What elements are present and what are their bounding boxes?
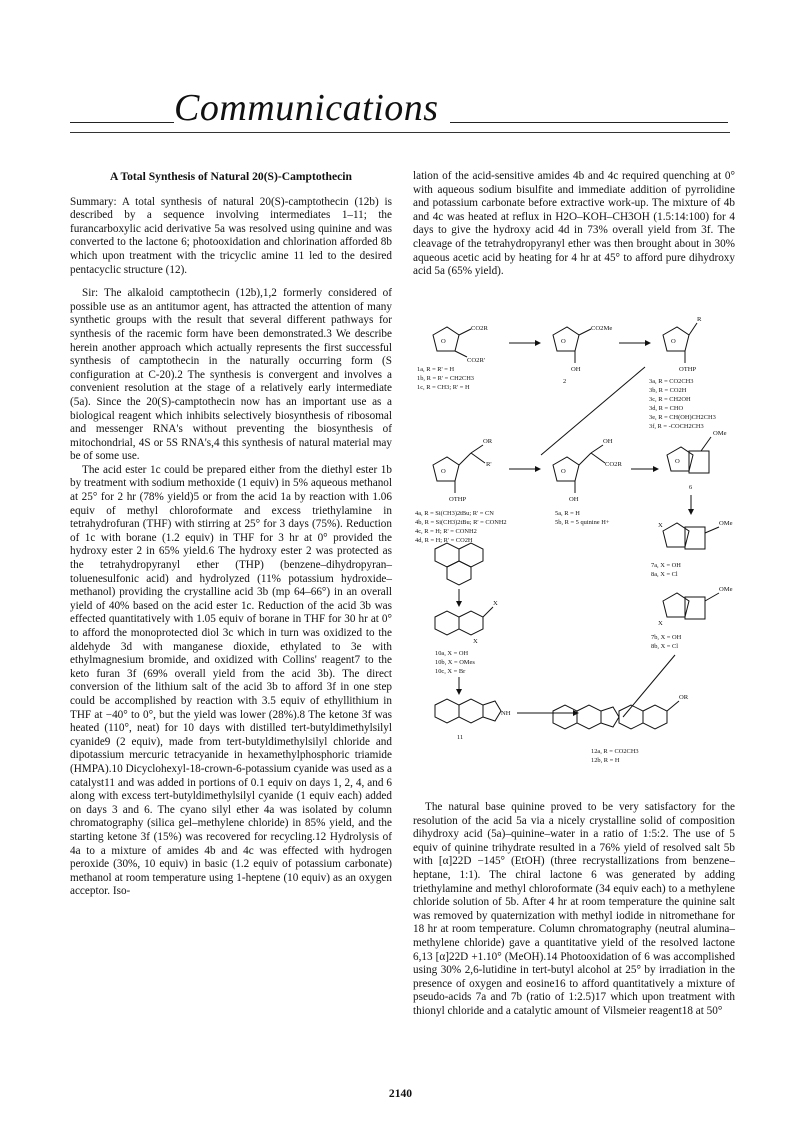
svg-text:8b, X = Cl: 8b, X = Cl bbox=[651, 643, 679, 650]
svg-text:11: 11 bbox=[457, 734, 464, 741]
svg-text:1b, R = R' = CH2CH3: 1b, R = R' = CH2CH3 bbox=[417, 375, 475, 382]
svg-text:4a, R = Si(CH3)2tBu; R' = CN: 4a, R = Si(CH3)2tBu; R' = CN bbox=[415, 510, 494, 517]
svg-text:OTHP: OTHP bbox=[449, 496, 467, 503]
arrow bbox=[541, 367, 645, 455]
svg-text:3a, R = CO2CH3: 3a, R = CO2CH3 bbox=[649, 378, 694, 385]
svg-text:1c, R = CH3; R' = H: 1c, R = CH3; R' = H bbox=[417, 384, 470, 391]
section-title: Communications bbox=[174, 87, 439, 129]
header-rule-right bbox=[450, 122, 728, 123]
svg-text:OMe: OMe bbox=[713, 430, 727, 437]
article-summary: Summary: A total synthesis of natural 20(S)-camptothecin (12b) is described by a sequence involving intermediates 1–11; the furancarboxylic acid derivative 5a was resolved using quinine and was converted to the lactone 6; photooxidation and chlorination afforded 8b which upon treatment with the tricyclic amine 11 led to the desired pentacyclic structure (12). bbox=[70, 195, 392, 276]
svg-text:NH: NH bbox=[501, 710, 511, 717]
right-column-lower bbox=[413, 801, 735, 1019]
svg-text:OH: OH bbox=[569, 496, 579, 503]
svg-text:X: X bbox=[473, 638, 478, 645]
arrow-head bbox=[535, 340, 541, 346]
arrow-head bbox=[535, 466, 541, 472]
svg-text:CO2R: CO2R bbox=[471, 325, 488, 332]
journal-section-header bbox=[70, 87, 730, 132]
body-paragraph: The acid ester 1c could be prepared either from the diethyl ester 1b by treatment with sodium methoxide (1 equiv) in 5% aqueous methanol at 25° for 2 hr (78% yield)5 or from the acid 1a by reaction with 1.06 equiv of methyl chloroformate and excess triethylamine in tetrahydrofuran (THF) with stirring at 25° for 3 days (75%). Reduction of 1c with borane (1.2 equiv) in THF for 3 hr at 0° provided the hydroxy ester 2 in 65% yield.6 The hydroxy ester 2 was protected as the tetrahydropyranyl ether (THP) (benzene–dihydropyran–toluenesulfonic acid) and hydrolyzed (11% potassium hydroxide–methanol) providing the crystalline acid 3b (mp 64–66°) in an overall yield of 40% based on the acid ester 1c. Reduction of the acid 3b was effected quantitatively with 1.05 equiv of borane in THF for 30 hr at 0° to afford the monoprotected diol 3c which in turn was oxidized to the aldehyde 3d with manganese dioxide, ethylated to 3e with ethylmagnesium bromide, and oxidized with Collins' reagent7 to the keto furan 3f (69% overall yield from the acid 3b). The direct conversion of the lithium salt of the acid 3b to afford 3f in one step could be accomplished by reaction with 3.5 equiv of ethyllithium in THF at −40° to 0°, but the yield was lower (28%).8 The ketone 3f was heated (110°, neat) for 10 days with distilled tert-butyldimethylsilyl cyanide9 (2 equiv), made from tert-butyldimethylsilyl chloride and dipotassium mercuric tetracyanide in hexamethylphosphoric triamide (HMPA).10 Dicyclohexyl-18-crown-6-potassium cyanide was used as a catalyst11 and was added in portions of 0.1 equiv on days 1, 2, 4, and 6 along with excess tert-butyldimethylsilyl cyanide (1 equiv each) added on days 3 and 6. The cyano silyl ether 4a was isolated by column chromatography (silica gel–methylene chloride) in 85% yield, and the starting ketone 3f (15%) was recovered for recycling.12 Hydrolysis of 4a to a mixture of amides 4b and 4c was effected with hydrogen peroxide (30%, 10 equiv) in basic (1.2 equiv of potassium carbonate) methanol at room temperature using 1-heptene (10 equiv) as an oxygen acceptor. Iso- bbox=[70, 463, 392, 898]
svg-text:3e, R = CH(OH)CH2CH3: 3e, R = CH(OH)CH2CH3 bbox=[649, 414, 716, 421]
compound-5 bbox=[553, 438, 622, 526]
svg-text:CO2R: CO2R bbox=[605, 461, 622, 468]
svg-text:O: O bbox=[441, 468, 446, 475]
svg-text:OH: OH bbox=[571, 366, 581, 373]
compound-4 bbox=[415, 438, 507, 544]
right-column bbox=[413, 170, 735, 279]
svg-text:4d, R = H; R' = CO2H: 4d, R = H; R' = CO2H bbox=[415, 537, 473, 544]
svg-text:O: O bbox=[441, 338, 446, 345]
compound-3 bbox=[649, 316, 716, 430]
svg-text:OMe: OMe bbox=[719, 586, 733, 593]
svg-text:12a, R = CO2CH3: 12a, R = CO2CH3 bbox=[591, 748, 639, 755]
svg-text:CO2Me: CO2Me bbox=[591, 325, 613, 332]
svg-text:2: 2 bbox=[563, 378, 567, 385]
svg-text:O: O bbox=[671, 338, 676, 345]
body-paragraph: Sir: The alkaloid camptothecin (12b),1,2 formerly considered of possible use as an antitumor agent, has attracted the attention of many synthetic groups with the result that several different pathways for synthesis of the racemic form have been demonstrated.3 We describe herein another approach which actually represents the first successful synthesis of camptothecin in the naturally occurring form (S configuration at C-20).2 The synthesis is convergent and involves a convenient resolution at the stage of a relatively early intermediate (5a). Since the 20(S)-camptothecin now has an important use as a biological reagent which inhibits selectively biosynthesis of ribosomal and messenger RNA's without preventing the biosynthesis of mitochondrial, 4S or 5S RNA's,4 this synthesis of natural material may be of some use. bbox=[70, 287, 392, 463]
svg-text:3d, R = CHO: 3d, R = CHO bbox=[649, 405, 684, 412]
svg-text:O: O bbox=[561, 338, 566, 345]
svg-text:OR: OR bbox=[483, 438, 493, 445]
scheme-svg bbox=[413, 305, 735, 773]
svg-text:3c, R = CH2OH: 3c, R = CH2OH bbox=[649, 396, 691, 403]
svg-text:OR: OR bbox=[679, 694, 689, 701]
svg-text:O: O bbox=[675, 458, 680, 465]
svg-text:R: R bbox=[697, 316, 702, 323]
arrow-head bbox=[653, 466, 659, 472]
header-rule-left bbox=[70, 122, 174, 123]
svg-text:10b, X = OMes: 10b, X = OMes bbox=[435, 659, 475, 666]
svg-text:5b, R = 5 quinine H+: 5b, R = 5 quinine H+ bbox=[555, 519, 610, 526]
left-column bbox=[70, 170, 392, 899]
compound-7b bbox=[651, 586, 733, 650]
compound-9 bbox=[435, 543, 483, 607]
svg-text:6: 6 bbox=[689, 484, 693, 491]
svg-text:OMe: OMe bbox=[719, 520, 733, 527]
svg-text:10a, X = OH: 10a, X = OH bbox=[435, 650, 469, 657]
page-number: 2140 bbox=[388, 1087, 413, 1100]
compound-11 bbox=[435, 699, 511, 741]
svg-text:4b, R = Si(CH3)2tBu; R' = CONH: 4b, R = Si(CH3)2tBu; R' = CONH2 bbox=[415, 519, 507, 526]
svg-text:X: X bbox=[658, 522, 663, 529]
svg-text:3f, R = -COCH2CH3: 3f, R = -COCH2CH3 bbox=[649, 423, 704, 430]
svg-text:7b, X = OH: 7b, X = OH bbox=[651, 634, 682, 641]
svg-text:X: X bbox=[493, 600, 498, 607]
svg-text:10c, X = Br: 10c, X = Br bbox=[435, 668, 466, 675]
svg-text:3b, R = CO2H: 3b, R = CO2H bbox=[649, 387, 687, 394]
article-title: A Total Synthesis of Natural 20(S)-Camptothecin bbox=[110, 170, 352, 183]
svg-text:CO2R': CO2R' bbox=[467, 357, 486, 364]
compound-1 bbox=[417, 325, 488, 391]
compound-7a bbox=[651, 520, 733, 578]
svg-text:4c, R = H; R' = CONH2: 4c, R = H; R' = CONH2 bbox=[415, 528, 477, 535]
synthesis-scheme bbox=[413, 305, 735, 773]
svg-text:8a, X = Cl: 8a, X = Cl bbox=[651, 571, 678, 578]
svg-text:12b, R = H: 12b, R = H bbox=[591, 757, 620, 764]
compound-6 bbox=[667, 430, 727, 491]
svg-text:OTHP: OTHP bbox=[679, 366, 697, 373]
compound-12 bbox=[553, 694, 689, 764]
svg-text:O: O bbox=[561, 468, 566, 475]
arrow-head bbox=[688, 509, 694, 515]
body-paragraph: The natural base quinine proved to be very satisfactory for the resolution of the acid 5a via a nicely crystalline solid of composition dihydroxy acid (5a)–quinine–water in a ratio of 1:5:2. The use of 5 equiv of quinine trihydrate resulted in a 76% yield of resolved salt 5b with [α]22D −145° (EtOH) (three recrystallizations from benzene–heptane, 1:1). The chiral lactone 6 was generated by adding triethylamine and methyl chloroformate (34 equiv each) to a methylene chloride solution of 5b. After 4 hr at room temperature the quinine salt was removed by quaternization with methyl iodide in nitromethane for 18 hr at room temperature. Column chromatography (neutral alumina–methylene chloride) gave a quantitative yield of the resolved lactone 6,13 [α]22D +1.10° (MeOH).14 Photooxidation of 6 was accomplished using 30% 2,6-lutidine in tert-butyl alcohol at 25° by irradiation in the presence of oxygen and eosine16 to afford quantitatively a mixture of pseudo-acids 7a and 7b (ratio of 1:2.5)17 which upon treatment with thionyl chloride and a catalytic amount of Vilsmeier reagent18 at 50° bbox=[413, 801, 735, 1017]
svg-text:X: X bbox=[658, 620, 663, 627]
svg-text:OH: OH bbox=[603, 438, 613, 445]
arrow-head bbox=[645, 340, 651, 346]
compound-2 bbox=[553, 325, 612, 385]
svg-text:5a, R = H: 5a, R = H bbox=[555, 510, 580, 517]
svg-text:R': R' bbox=[486, 461, 492, 468]
svg-text:1a, R = R' = H: 1a, R = R' = H bbox=[417, 366, 455, 373]
compound-10 bbox=[435, 600, 498, 695]
header-rule-full bbox=[70, 132, 730, 133]
body-paragraph-continued: lation of the acid-sensitive amides 4b and 4c required quenching at 0° with aqueous sodium bisulfite and immediate addition of pyrrolidine and potassium carbonate before extractive work-up. The mixture of 4b and 4c was heated at reflux in H2O–KOH–CH3OH (1.5:14:100) for 4 days to give the hydroxy acid 4d in 73% overall yield from 3f. The cleavage of the tetrahydropyranyl ether was then brought about in 30% aqueous acetic acid by heating for 4 hr at 45° to afford pure dihydroxy acid 5a (65% yield). bbox=[413, 170, 735, 278]
svg-text:7a, X = OH: 7a, X = OH bbox=[651, 562, 681, 569]
